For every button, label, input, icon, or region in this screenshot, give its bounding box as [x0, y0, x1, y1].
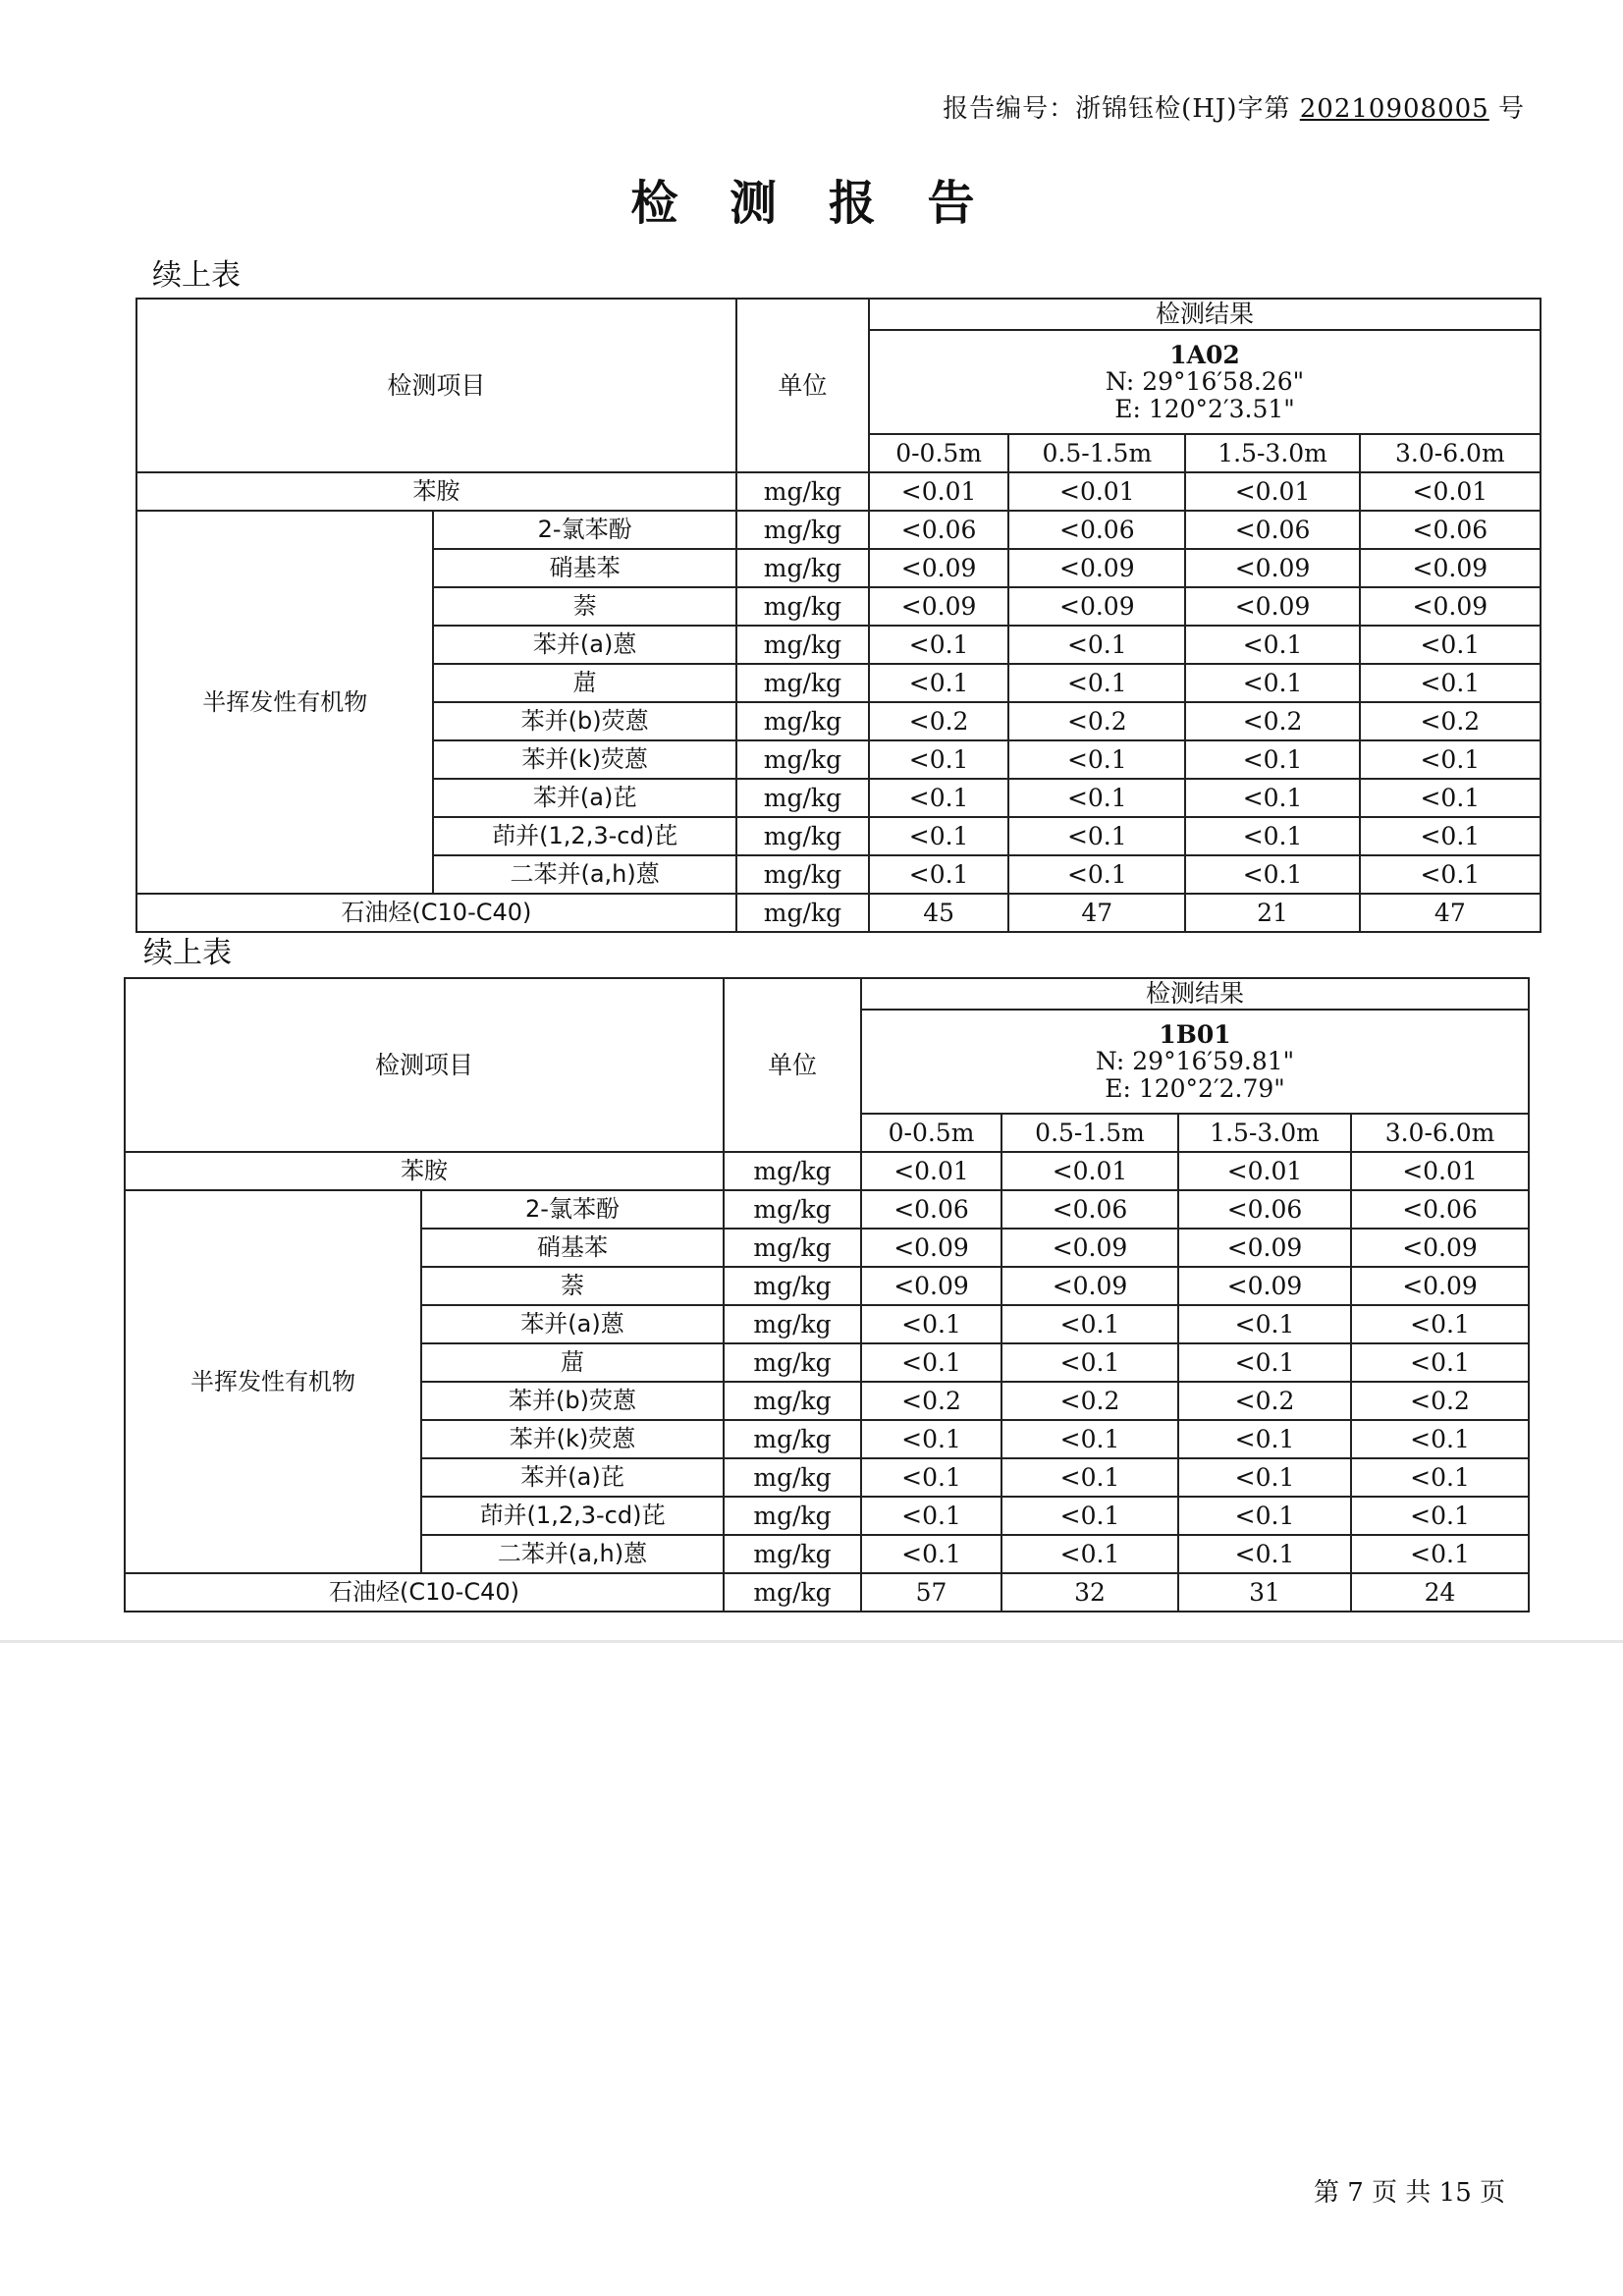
item-value: <0.09	[869, 587, 1008, 626]
item-unit: mg/kg	[724, 1267, 861, 1305]
item-value: <0.06	[1178, 1190, 1351, 1229]
item-name: 䓛	[433, 664, 735, 702]
table-row	[136, 511, 1541, 549]
item-value: <0.1	[861, 1458, 1001, 1497]
item-value: <0.1	[1351, 1458, 1529, 1497]
item-name: 石油烃(C10-C40)	[125, 1573, 724, 1612]
item-value: <0.1	[1185, 817, 1359, 855]
page-footer: 第 7 页 共 15 页	[1314, 2178, 1505, 2208]
site-code: 1B01	[1159, 1019, 1231, 1049]
depth-header: 3.0-6.0m	[1351, 1114, 1529, 1152]
scan-divider	[0, 1640, 1623, 1643]
item-unit: mg/kg	[724, 1382, 861, 1420]
item-value: <0.1	[1178, 1343, 1351, 1382]
item-unit: mg/kg	[736, 702, 869, 740]
table-row	[125, 1573, 1529, 1612]
group-name: 半挥发性有机物	[125, 1190, 421, 1573]
result-header: 检测结果	[869, 299, 1541, 330]
item-value: <0.01	[1001, 1152, 1178, 1190]
item-unit: mg/kg	[736, 740, 869, 779]
result-table-1b01	[124, 977, 1530, 1613]
item-name: 萘	[421, 1267, 724, 1305]
item-name: 苯并(a)芘	[433, 779, 735, 817]
report-number-label: 报告编号：浙锦钰检(HJ)字第	[943, 94, 1291, 124]
item-value: 45	[869, 894, 1008, 932]
item-value: <0.1	[869, 740, 1008, 779]
item-name: 茚并(1,2,3-cd)芘	[421, 1497, 724, 1535]
item-value: <0.1	[1185, 626, 1359, 664]
result-table-1a02	[135, 298, 1542, 933]
item-value: <0.1	[1178, 1535, 1351, 1573]
table-row	[136, 472, 1541, 511]
item-value: <0.1	[861, 1305, 1001, 1343]
item-value: 31	[1178, 1573, 1351, 1612]
header-row	[136, 299, 1541, 330]
item-value: <0.1	[861, 1497, 1001, 1535]
item-unit: mg/kg	[736, 855, 869, 894]
item-value: 57	[861, 1573, 1001, 1612]
item-name: 硝基苯	[421, 1229, 724, 1267]
item-value: <0.2	[869, 702, 1008, 740]
site-latitude: N: 29°16′58.26"	[1105, 367, 1305, 397]
item-value: <0.2	[1351, 1382, 1529, 1420]
site-longitude: E: 120°2′3.51"	[1114, 394, 1295, 423]
depth-header: 1.5-3.0m	[1185, 434, 1359, 472]
item-unit: mg/kg	[736, 894, 869, 932]
item-value: <0.1	[1351, 1420, 1529, 1458]
item-value: <0.06	[1001, 1190, 1178, 1229]
item-value: <0.1	[1360, 855, 1541, 894]
item-value: <0.1	[869, 664, 1008, 702]
item-value: <0.1	[861, 1535, 1001, 1573]
item-unit: mg/kg	[724, 1152, 861, 1190]
item-name: 苯并(b)荧蒽	[421, 1382, 724, 1420]
item-value: <0.09	[1178, 1229, 1351, 1267]
item-unit: mg/kg	[724, 1535, 861, 1573]
site-latitude: N: 29°16′59.81"	[1095, 1047, 1295, 1076]
item-unit: mg/kg	[736, 626, 869, 664]
item-value: <0.09	[1351, 1229, 1529, 1267]
item-value: <0.1	[1008, 740, 1185, 779]
result-header: 检测结果	[861, 978, 1529, 1010]
item-unit: mg/kg	[736, 549, 869, 587]
item-unit: mg/kg	[724, 1573, 861, 1612]
item-name: 萘	[433, 587, 735, 626]
report-number	[943, 88, 1525, 125]
item-value: <0.1	[1360, 779, 1541, 817]
depth-header: 1.5-3.0m	[1178, 1114, 1351, 1152]
item-unit: mg/kg	[724, 1343, 861, 1382]
item-value: <0.2	[1178, 1382, 1351, 1420]
item-value: <0.2	[1185, 702, 1359, 740]
item-header: 检测项目	[136, 299, 736, 472]
item-value: <0.09	[861, 1267, 1001, 1305]
item-name: 2-氯苯酚	[433, 511, 735, 549]
item-unit: mg/kg	[736, 817, 869, 855]
item-header: 检测项目	[125, 978, 724, 1152]
continued-label-1: 续上表	[152, 258, 241, 293]
item-value: <0.06	[1351, 1190, 1529, 1229]
item-unit: mg/kg	[736, 511, 869, 549]
item-value: <0.06	[869, 511, 1008, 549]
depth-header: 0.5-1.5m	[1008, 434, 1185, 472]
item-value: <0.1	[1001, 1497, 1178, 1535]
item-unit: mg/kg	[724, 1229, 861, 1267]
item-value: <0.1	[869, 779, 1008, 817]
item-value: <0.09	[1178, 1267, 1351, 1305]
item-value: <0.2	[1360, 702, 1541, 740]
item-value: <0.09	[1360, 549, 1541, 587]
item-value: <0.09	[1185, 587, 1359, 626]
item-value: <0.2	[1008, 702, 1185, 740]
item-value: <0.1	[1185, 779, 1359, 817]
item-name: 硝基苯	[433, 549, 735, 587]
header-row	[125, 978, 1529, 1010]
item-value: <0.1	[1185, 855, 1359, 894]
table-row	[125, 1190, 1529, 1229]
item-value: <0.1	[869, 817, 1008, 855]
item-value: <0.1	[1351, 1343, 1529, 1382]
item-value: <0.1	[1001, 1305, 1178, 1343]
item-value: <0.1	[861, 1420, 1001, 1458]
item-value: <0.1	[1360, 740, 1541, 779]
unit-header: 单位	[736, 299, 869, 472]
item-value: <0.09	[1360, 587, 1541, 626]
item-name: 二苯并(a,h)蒽	[433, 855, 735, 894]
item-name: 石油烃(C10-C40)	[136, 894, 736, 932]
item-value: <0.09	[1008, 587, 1185, 626]
item-value: <0.06	[1360, 511, 1541, 549]
item-name: 䓛	[421, 1343, 724, 1382]
item-unit: mg/kg	[736, 472, 869, 511]
item-unit: mg/kg	[724, 1190, 861, 1229]
item-value: <0.1	[1008, 817, 1185, 855]
depth-header: 0-0.5m	[861, 1114, 1001, 1152]
item-value: 32	[1001, 1573, 1178, 1612]
item-value: <0.06	[1185, 511, 1359, 549]
item-name: 苯并(a)蒽	[421, 1305, 724, 1343]
item-value: <0.1	[869, 626, 1008, 664]
item-value: <0.01	[869, 472, 1008, 511]
page-title: 检 测 报 告	[630, 176, 993, 231]
item-value: <0.1	[861, 1343, 1001, 1382]
item-value: <0.01	[1360, 472, 1541, 511]
item-value: <0.1	[1360, 817, 1541, 855]
item-unit: mg/kg	[724, 1305, 861, 1343]
item-value: <0.09	[1001, 1229, 1178, 1267]
item-value: <0.1	[1178, 1497, 1351, 1535]
item-value: <0.1	[1008, 626, 1185, 664]
item-value: <0.1	[1360, 664, 1541, 702]
item-name: 苯并(a)芘	[421, 1458, 724, 1497]
item-name: 苯并(a)蒽	[433, 626, 735, 664]
item-value: <0.1	[1351, 1497, 1529, 1535]
site-code: 1A02	[1169, 340, 1240, 369]
item-name: 苯并(b)荧蒽	[433, 702, 735, 740]
item-name: 苯并(k)荧蒽	[433, 740, 735, 779]
item-unit: mg/kg	[736, 587, 869, 626]
item-unit: mg/kg	[724, 1420, 861, 1458]
item-value: <0.1	[1008, 664, 1185, 702]
item-value: <0.01	[861, 1152, 1001, 1190]
item-value: <0.09	[1008, 549, 1185, 587]
item-value: <0.1	[1185, 664, 1359, 702]
item-value: <0.1	[1001, 1343, 1178, 1382]
item-unit: mg/kg	[736, 779, 869, 817]
item-value: <0.01	[1185, 472, 1359, 511]
item-value: <0.2	[861, 1382, 1001, 1420]
table-row	[125, 1152, 1529, 1190]
depth-header: 0.5-1.5m	[1001, 1114, 1178, 1152]
item-value: <0.1	[1001, 1535, 1178, 1573]
item-value: <0.01	[1351, 1152, 1529, 1190]
site-info	[869, 330, 1541, 434]
item-value: <0.1	[1178, 1305, 1351, 1343]
item-value: <0.1	[1008, 779, 1185, 817]
depth-header: 3.0-6.0m	[1360, 434, 1541, 472]
item-name: 苯并(k)荧蒽	[421, 1420, 724, 1458]
item-unit: mg/kg	[736, 664, 869, 702]
item-value: <0.09	[869, 549, 1008, 587]
item-value: <0.1	[1351, 1535, 1529, 1573]
report-number-value: 20210908005	[1299, 94, 1489, 124]
item-value: 47	[1008, 894, 1185, 932]
item-value: <0.01	[1178, 1152, 1351, 1190]
continued-label-2: 续上表	[143, 936, 232, 970]
site-longitude: E: 120°2′2.79"	[1105, 1073, 1285, 1103]
item-value: <0.09	[1351, 1267, 1529, 1305]
item-value: 21	[1185, 894, 1359, 932]
item-name: 二苯并(a,h)蒽	[421, 1535, 724, 1573]
item-value: <0.1	[1185, 740, 1359, 779]
item-value: <0.09	[1001, 1267, 1178, 1305]
item-unit: mg/kg	[724, 1497, 861, 1535]
item-value: <0.01	[1008, 472, 1185, 511]
item-value: 47	[1360, 894, 1541, 932]
group-name: 半挥发性有机物	[136, 511, 433, 894]
item-value: <0.06	[1008, 511, 1185, 549]
item-name: 苯胺	[136, 472, 736, 511]
table-row	[136, 894, 1541, 932]
item-value: <0.1	[1008, 855, 1185, 894]
item-value: <0.09	[1185, 549, 1359, 587]
item-value: <0.1	[869, 855, 1008, 894]
item-unit: mg/kg	[724, 1458, 861, 1497]
item-name: 茚并(1,2,3-cd)芘	[433, 817, 735, 855]
item-value: <0.06	[861, 1190, 1001, 1229]
item-value: 24	[1351, 1573, 1529, 1612]
depth-header: 0-0.5m	[869, 434, 1008, 472]
item-name: 苯胺	[125, 1152, 724, 1190]
unit-header: 单位	[724, 978, 861, 1152]
item-value: <0.1	[1351, 1305, 1529, 1343]
item-value: <0.1	[1360, 626, 1541, 664]
item-value: <0.2	[1001, 1382, 1178, 1420]
item-name: 2-氯苯酚	[421, 1190, 724, 1229]
item-value: <0.1	[1001, 1420, 1178, 1458]
site-info	[861, 1010, 1529, 1114]
item-value: <0.09	[861, 1229, 1001, 1267]
item-value: <0.1	[1178, 1420, 1351, 1458]
report-number-suffix: 号	[1497, 94, 1525, 124]
item-value: <0.1	[1178, 1458, 1351, 1497]
item-value: <0.1	[1001, 1458, 1178, 1497]
